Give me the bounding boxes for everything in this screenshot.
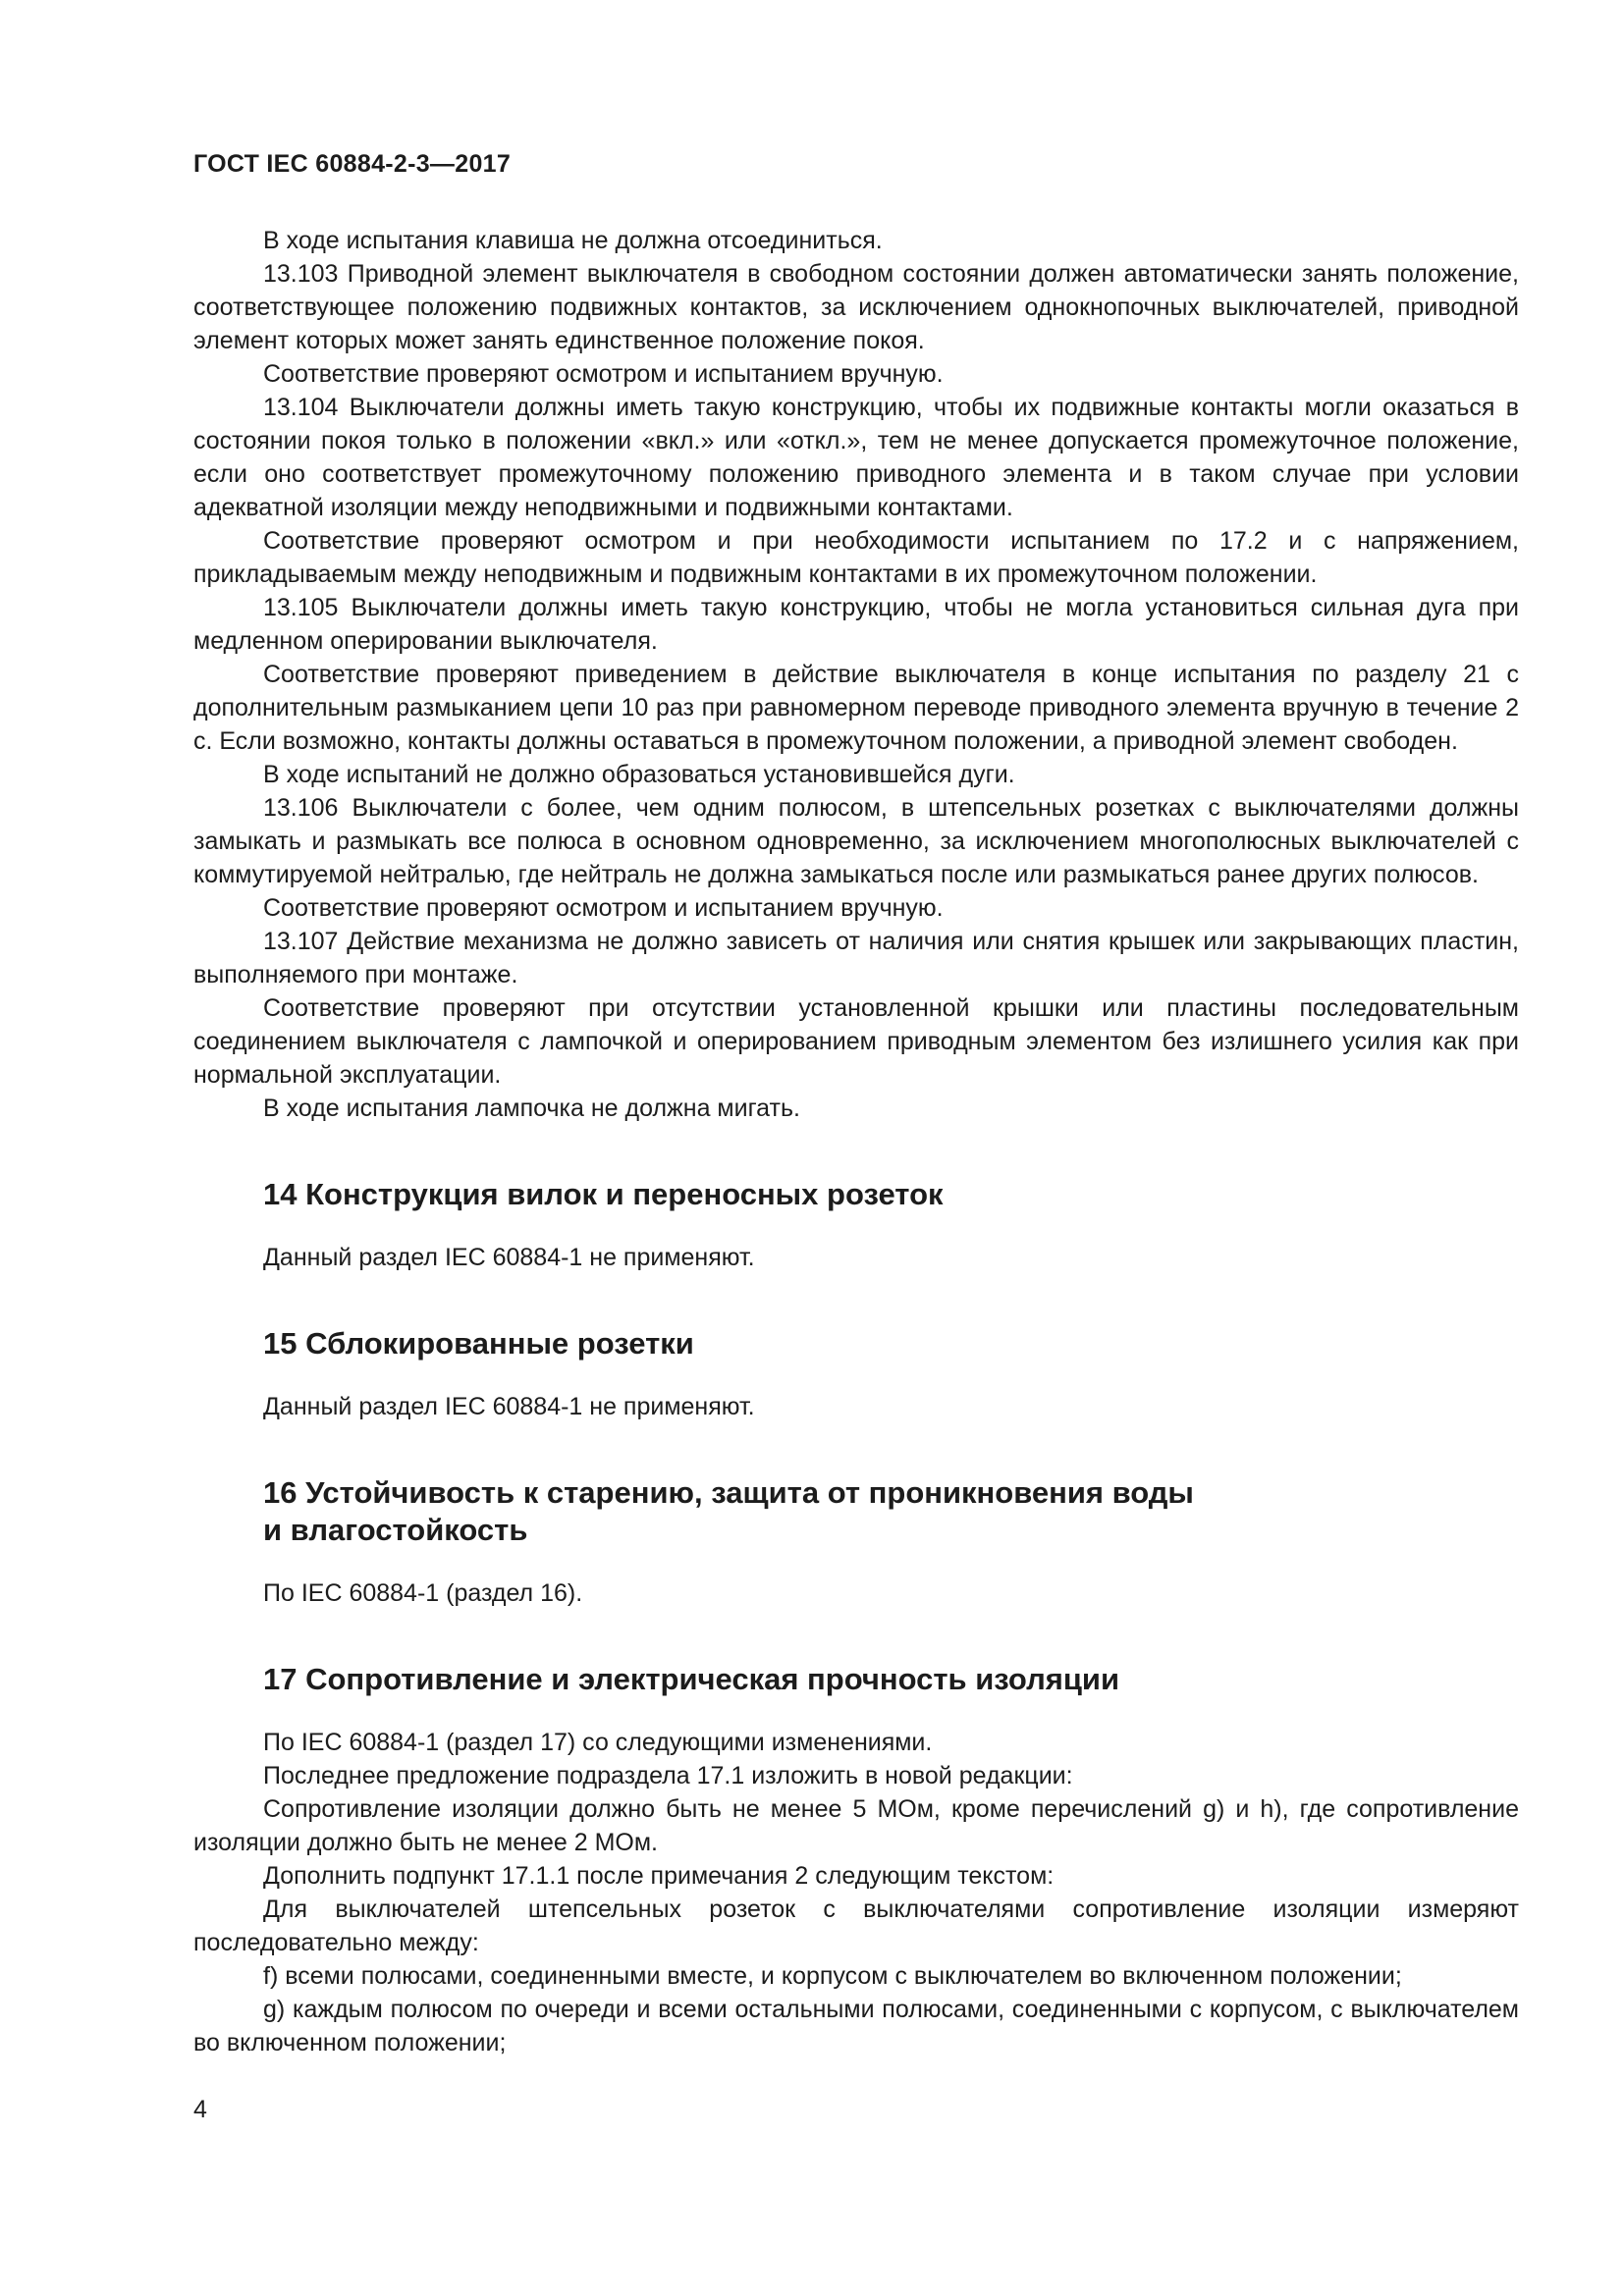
paragraph: Соответствие проверяют осмотром и испытанием вручную. bbox=[263, 360, 944, 388]
section-17-paragraph: Последнее предложение подраздела 17.1 изложить в новой редакции: bbox=[263, 1762, 1073, 1789]
paragraph: 13.105 Выключатели должны иметь такую конструкцию, чтобы не могла установиться сильная дуга при медленном оперировании выключателя. bbox=[193, 594, 1519, 655]
section-15-text: Данный раздел IEC 60884-1 не применяют. bbox=[263, 1393, 755, 1420]
section-16-heading-line2: и влагостойкость bbox=[263, 1513, 528, 1547]
section-14-text: Данный раздел IEC 60884-1 не применяют. bbox=[263, 1244, 755, 1271]
section-16-heading-line1: 16 Устойчивость к старению, защита от проникновения воды bbox=[263, 1475, 1194, 1510]
page-number: 4 bbox=[193, 2096, 207, 2123]
paragraph: 13.107 Действие механизма не должно зависеть от наличия или снятия крышек или закрывающих пластин, выполняемого при монтаже. bbox=[193, 928, 1519, 988]
section-17-paragraph: Для выключателей штепсельных розеток с выключателями сопротивление изоляции измеряют последовательно между: bbox=[193, 1896, 1519, 1956]
section-16-text: По IEC 60884-1 (раздел 16). bbox=[263, 1579, 583, 1607]
paragraph: Соответствие проверяют осмотром и испытанием вручную. bbox=[263, 894, 944, 922]
section-17-paragraph: По IEC 60884-1 (раздел 17) со следующими изменениями. bbox=[263, 1729, 933, 1756]
section-16-heading bbox=[193, 1474, 1519, 1549]
document-body bbox=[193, 224, 1519, 2059]
section-17-list-item-g: g) каждым полюсом по очереди и всеми остальными полюсами, соединенными с корпусом, с выключателем во включенном положении; bbox=[193, 1996, 1519, 2056]
document-header: ГОСТ IEC 60884-2-3—2017 bbox=[193, 150, 512, 178]
paragraph: Соответствие проверяют осмотром и при необходимости испытанием по 17.2 и с напряжением, прикладываемым между неподвижным и подвижным контактами в их промежуточном положении. bbox=[193, 527, 1519, 588]
paragraph: Соответствие проверяют при отсутствии установленной крышки или пластины последовательным соединением выключателя с лампочкой и оперированием приводным элементом без излишнего усилия как при нормальной эксплуатации. bbox=[193, 994, 1519, 1089]
paragraph: 13.103 Приводной элемент выключателя в свободном состоянии должен автоматически занять положение, соответствующее положению подвижных контактов, за исключением однокнопочных выключателей, приводной элемент которых может занять единственное положение покоя. bbox=[193, 260, 1519, 354]
section-17-paragraph: Дополнить подпункт 17.1.1 после примечания 2 следующим текстом: bbox=[263, 1862, 1055, 1890]
paragraph: В ходе испытания клавиша не должна отсоединиться. bbox=[263, 227, 883, 254]
paragraph: Соответствие проверяют приведением в действие выключателя в конце испытания по разделу 21 с дополнительным размыканием цепи 10 раз при равномерном переводе приводного элемента вручную в течение 2 с. Если возможно, контакты должны оставаться в промежуточном положении, а приводной элемент свободен. bbox=[193, 661, 1519, 755]
section-17-paragraph: Сопротивление изоляции должно быть не менее 5 МОм, кроме перечислений g) и h), где сопротивление изоляции должно быть не менее 2 МОм. bbox=[193, 1795, 1519, 1856]
paragraph: 13.104 Выключатели должны иметь такую конструкцию, чтобы их подвижные контакты могли оказаться в состоянии покоя только в положении «вкл.» или «откл.», тем не менее допускается промежуточное положение, если оно соответствует промежуточному положению приводного элемента и в таком случае при условии адекватной изоляции между неподвижными и подвижными контактами. bbox=[193, 394, 1519, 521]
section-15-heading: 15 Сблокированные розетки bbox=[263, 1326, 694, 1361]
section-17-list-item-f: f) всеми полюсами, соединенными вместе, и корпусом с выключателем во включенном положении; bbox=[263, 1962, 1402, 1990]
paragraph: 13.106 Выключатели с более, чем одним полюсом, в штепсельных розетках с выключателями должны замыкать и размыкать все полюса в основном одновременно, за исключением многополюсных выключателей с коммутируемой нейтралью, где нейтраль не должна замыкаться после или размыкаться ранее других полюсов. bbox=[193, 794, 1519, 888]
section-17-heading: 17 Сопротивление и электрическая прочность изоляции bbox=[263, 1662, 1120, 1696]
paragraph: В ходе испытания лампочка не должна мигать. bbox=[263, 1095, 800, 1122]
paragraph: В ходе испытаний не должно образоваться установившейся дуги. bbox=[263, 761, 1015, 788]
section-14-heading: 14 Конструкция вилок и переносных розеток bbox=[263, 1177, 944, 1211]
